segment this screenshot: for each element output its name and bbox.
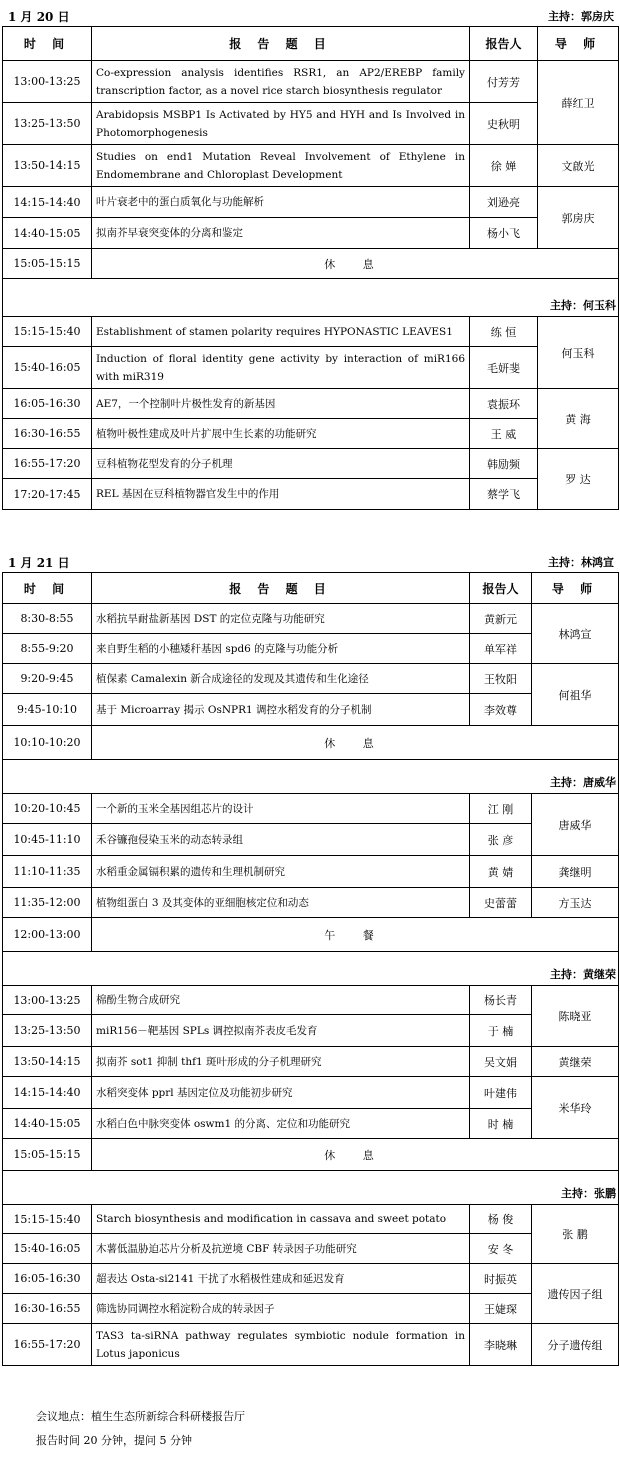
time-cell: 16:30-16:55 [3,419,92,449]
break-row [3,726,619,760]
break-row [3,1139,619,1171]
speaker-cell: 黄新元 [470,604,532,634]
title-cell: 植保素 Camalexin 新合成途径的发现及其遗传和生化途径 [92,664,470,694]
speaker-cell: 史蕾蕾 [470,888,532,918]
session-host: 主持：唐威华 [3,760,619,794]
title-cell: 超表达 Osta-si2141 干扰了水稻极性建成和延迟发育 [92,1264,470,1294]
time-cell: 16:05-16:30 [3,1264,92,1294]
title-cell: 拟南芥早衰突变体的分离和鉴定 [92,218,470,249]
table-row [3,794,619,824]
table-row [3,856,619,888]
time-cell: 15:15-15:40 [3,317,92,347]
table-row [3,61,619,103]
speaker-cell: 杨 俊 [470,1205,532,1234]
table-row [3,1234,619,1264]
day2-schedule-table [2,572,619,1366]
table-row [3,986,619,1015]
table-row [3,419,619,449]
title-cell: 木薯低温胁迫芯片分析及抗逆境 CBF 转录因子功能研究 [92,1234,470,1264]
table-row [3,347,619,389]
time-cell: 16:05-16:30 [3,389,92,419]
time-cell: 14:15-14:40 [3,187,92,218]
day1-schedule-table [2,26,619,510]
title-cell: 植物叶极性建成及叶片扩展中生长素的功能研究 [92,419,470,449]
title-cell: 叶片衰老中的蛋白质氧化与功能解析 [92,187,470,218]
speaker-cell: 史秋明 [470,103,538,145]
speaker-cell: 袁振环 [470,389,538,419]
title-cell: 拟南芥 sot1 抑制 thf1 斑叶形成的分子机理研究 [92,1047,470,1077]
table-row [3,145,619,187]
time-cell: 13:25-13:50 [3,103,92,145]
table-row [3,389,619,419]
session-host: 主持：张鹏 [3,1171,619,1205]
table-row [3,824,619,856]
break-label: 休 息 [92,726,619,760]
time-cell: 13:00-13:25 [3,61,92,103]
speaker-cell: 徐 婵 [470,145,538,187]
speaker-cell: 李效尊 [470,694,532,726]
supervisor-cell: 文啟光 [538,145,619,187]
title-cell: Studies on end1 Mutation Reveal Involvement of Ethylene in Endomembrane and Chloroplast Development [92,145,470,187]
time-cell: 13:50-14:15 [3,145,92,187]
supervisor-cell: 张 鹏 [532,1205,619,1264]
speaker-cell: 蔡学飞 [470,479,538,510]
speaker-cell: 韩励频 [470,449,538,479]
table-row [3,1205,619,1234]
supervisor-cell: 唐威华 [532,794,619,856]
speaker-cell: 时振英 [470,1264,532,1294]
speaker-cell: 付芳芳 [470,61,538,103]
time-cell: 15:05-15:15 [3,249,92,279]
table-row [3,317,619,347]
title-cell: 水稻重金属镉积累的遗传和生理机制研究 [92,856,470,888]
table-row [3,1324,619,1366]
supervisor-cell: 龚继明 [532,856,619,888]
speaker-cell: 单军祥 [470,634,532,664]
table-row [3,694,619,726]
day1-section [2,6,618,510]
header-speaker: 报告人 [470,27,538,61]
supervisor-cell: 林鸿宣 [532,604,619,664]
title-cell: Arabidopsis MSBP1 Is Activated by HY5 and HYH and Is Involved in Photomorphogenesis [92,103,470,145]
title-cell: AE7，一个控制叶片极性发育的新基因 [92,389,470,419]
venue-note: 会议地点：植生生态所新综合科研楼报告厅 [36,1410,245,1423]
time-cell: 17:20-17:45 [3,479,92,510]
time-cell: 16:55-17:20 [3,1324,92,1366]
time-cell: 13:50-14:15 [3,1047,92,1077]
header-time: 时 间 [3,573,92,604]
time-cell: 14:40-15:05 [3,218,92,249]
table-row [3,888,619,918]
table-row [3,1109,619,1139]
supervisor-cell: 何祖华 [532,664,619,726]
supervisor-cell: 分子遗传组 [532,1324,619,1366]
table-row [3,103,619,145]
day2-host: 主持：林鸿宣 [548,556,614,569]
supervisor-cell: 米华玲 [532,1077,619,1139]
supervisor-cell: 罗 达 [538,449,619,510]
header-title: 报 告 题 目 [92,573,470,604]
speaker-cell: 李晓琳 [470,1324,532,1366]
table-row [3,634,619,664]
speaker-cell: 叶建伟 [470,1077,532,1109]
table-row [3,1294,619,1324]
speaker-cell: 于 楠 [470,1015,532,1047]
supervisor-cell: 何玉科 [538,317,619,389]
supervisor-cell: 黄继荣 [532,1047,619,1077]
time-cell: 13:25-13:50 [3,1015,92,1047]
supervisor-cell: 薛红卫 [538,61,619,145]
speaker-cell: 吴文娟 [470,1047,532,1077]
supervisor-cell: 遗传因子组 [532,1264,619,1324]
table-row [3,1015,619,1047]
title-cell: 水稻突变体 pprl 基因定位及功能初步研究 [92,1077,470,1109]
break-label: 休 息 [92,249,619,279]
break-row [3,918,619,952]
time-cell: 9:20-9:45 [3,664,92,694]
title-cell: 水稻抗旱耐盐新基因 DST 的定位克隆与功能研究 [92,604,470,634]
time-cell: 10:45-11:10 [3,824,92,856]
lunch-label: 午 餐 [92,918,619,952]
supervisor-cell: 陈晓亚 [532,986,619,1047]
title-cell: 筛选协同调控水稻淀粉合成的转录因子 [92,1294,470,1324]
title-cell: 棉酚生物合成研究 [92,986,470,1015]
time-cell: 11:10-11:35 [3,856,92,888]
title-cell: 来自野生稻的小穗矮秆基因 spd6 的克隆与功能分析 [92,634,470,664]
speaker-cell: 黄 婧 [470,856,532,888]
speaker-cell: 王 威 [470,419,538,449]
time-cell: 16:55-17:20 [3,449,92,479]
speaker-cell: 王婕琛 [470,1294,532,1324]
speaker-cell: 毛妍斐 [470,347,538,389]
time-cell: 10:20-10:45 [3,794,92,824]
speaker-cell: 时 楠 [470,1109,532,1139]
table-row [3,604,619,634]
supervisor-cell: 郭房庆 [538,187,619,249]
day2-date: 1 月 21 日 [8,556,70,570]
time-cell: 9:45-10:10 [3,694,92,726]
table-row [3,187,619,218]
time-cell: 12:00-13:00 [3,918,92,952]
supervisor-cell: 方玉达 [532,888,619,918]
table-row [3,1047,619,1077]
time-cell: 14:40-15:05 [3,1109,92,1139]
speaker-cell: 刘逊亮 [470,187,538,218]
host-row [3,760,619,794]
speaker-cell: 杨小飞 [470,218,538,249]
time-rule-note: 报告时间 20 分钟，提问 5 分钟 [36,1434,192,1447]
header-time: 时 间 [3,27,92,61]
table-row [3,1264,619,1294]
title-cell: 一个新的玉米全基因组芯片的设计 [92,794,470,824]
title-cell: Starch biosynthesis and modification in cassava and sweet potato [92,1205,470,1234]
title-cell: miR156－靶基因 SPLs 调控拟南芥表皮毛发育 [92,1015,470,1047]
speaker-cell: 王牧阳 [470,664,532,694]
title-cell: 基于 Microarray 揭示 OsNPR1 调控水稻发育的分子机制 [92,694,470,726]
table-row [3,664,619,694]
speaker-cell: 杨长青 [470,986,532,1015]
break-label: 休 息 [92,1139,619,1171]
header-supervisor: 导 师 [538,27,619,61]
session-host: 主持：黄继荣 [3,952,619,986]
time-cell: 8:30-8:55 [3,604,92,634]
host-row [3,279,619,317]
time-cell: 11:35-12:00 [3,888,92,918]
time-cell: 15:40-16:05 [3,1234,92,1264]
time-cell: 8:55-9:20 [3,634,92,664]
title-cell: REL 基因在豆科植物器官发生中的作用 [92,479,470,510]
title-cell: TAS3 ta-siRNA pathway regulates symbiotic nodule formation in Lotus japonicus [92,1324,470,1366]
header-speaker: 报告人 [470,573,532,604]
day2-section [2,552,618,1366]
header-supervisor: 导 师 [532,573,619,604]
time-cell: 15:05-15:15 [3,1139,92,1171]
day1-host: 主持：郭房庆 [548,10,614,23]
title-cell: 禾谷镰孢侵染玉米的动态转录组 [92,824,470,856]
time-cell: 16:30-16:55 [3,1294,92,1324]
title-cell: Co-expression analysis identifies RSR1, an AP2/EREBP family transcription factor, as a novel rice starch biosynthesis regulator [92,61,470,103]
table-row [3,218,619,249]
speaker-cell: 张 彦 [470,824,532,856]
time-cell: 14:15-14:40 [3,1077,92,1109]
table-row [3,1077,619,1109]
time-cell: 10:10-10:20 [3,726,92,760]
speaker-cell: 江 刚 [470,794,532,824]
break-row [3,249,619,279]
host-row [3,952,619,986]
speaker-cell: 练 恒 [470,317,538,347]
header-title: 报 告 题 目 [92,27,470,61]
table-row [3,449,619,479]
time-cell: 15:15-15:40 [3,1205,92,1234]
day1-date: 1 月 20 日 [8,10,70,24]
time-cell: 15:40-16:05 [3,347,92,389]
supervisor-cell: 黄 海 [538,389,619,449]
host-row [3,1171,619,1205]
time-cell: 13:00-13:25 [3,986,92,1015]
title-cell: 豆科植物花型发育的分子机理 [92,449,470,479]
speaker-cell: 安 冬 [470,1234,532,1264]
title-cell: 植物组蛋白 3 及其变体的亚细胞核定位和动态 [92,888,470,918]
table-row [3,479,619,510]
title-cell: Establishment of stamen polarity requires HYPONASTIC LEAVES1 [92,317,470,347]
title-cell: Induction of floral identity gene activity by interaction of miR166 with miR319 [92,347,470,389]
session-host: 主持：何玉科 [3,279,619,317]
title-cell: 水稻白色中脉突变体 oswm1 的分离、定位和功能研究 [92,1109,470,1139]
